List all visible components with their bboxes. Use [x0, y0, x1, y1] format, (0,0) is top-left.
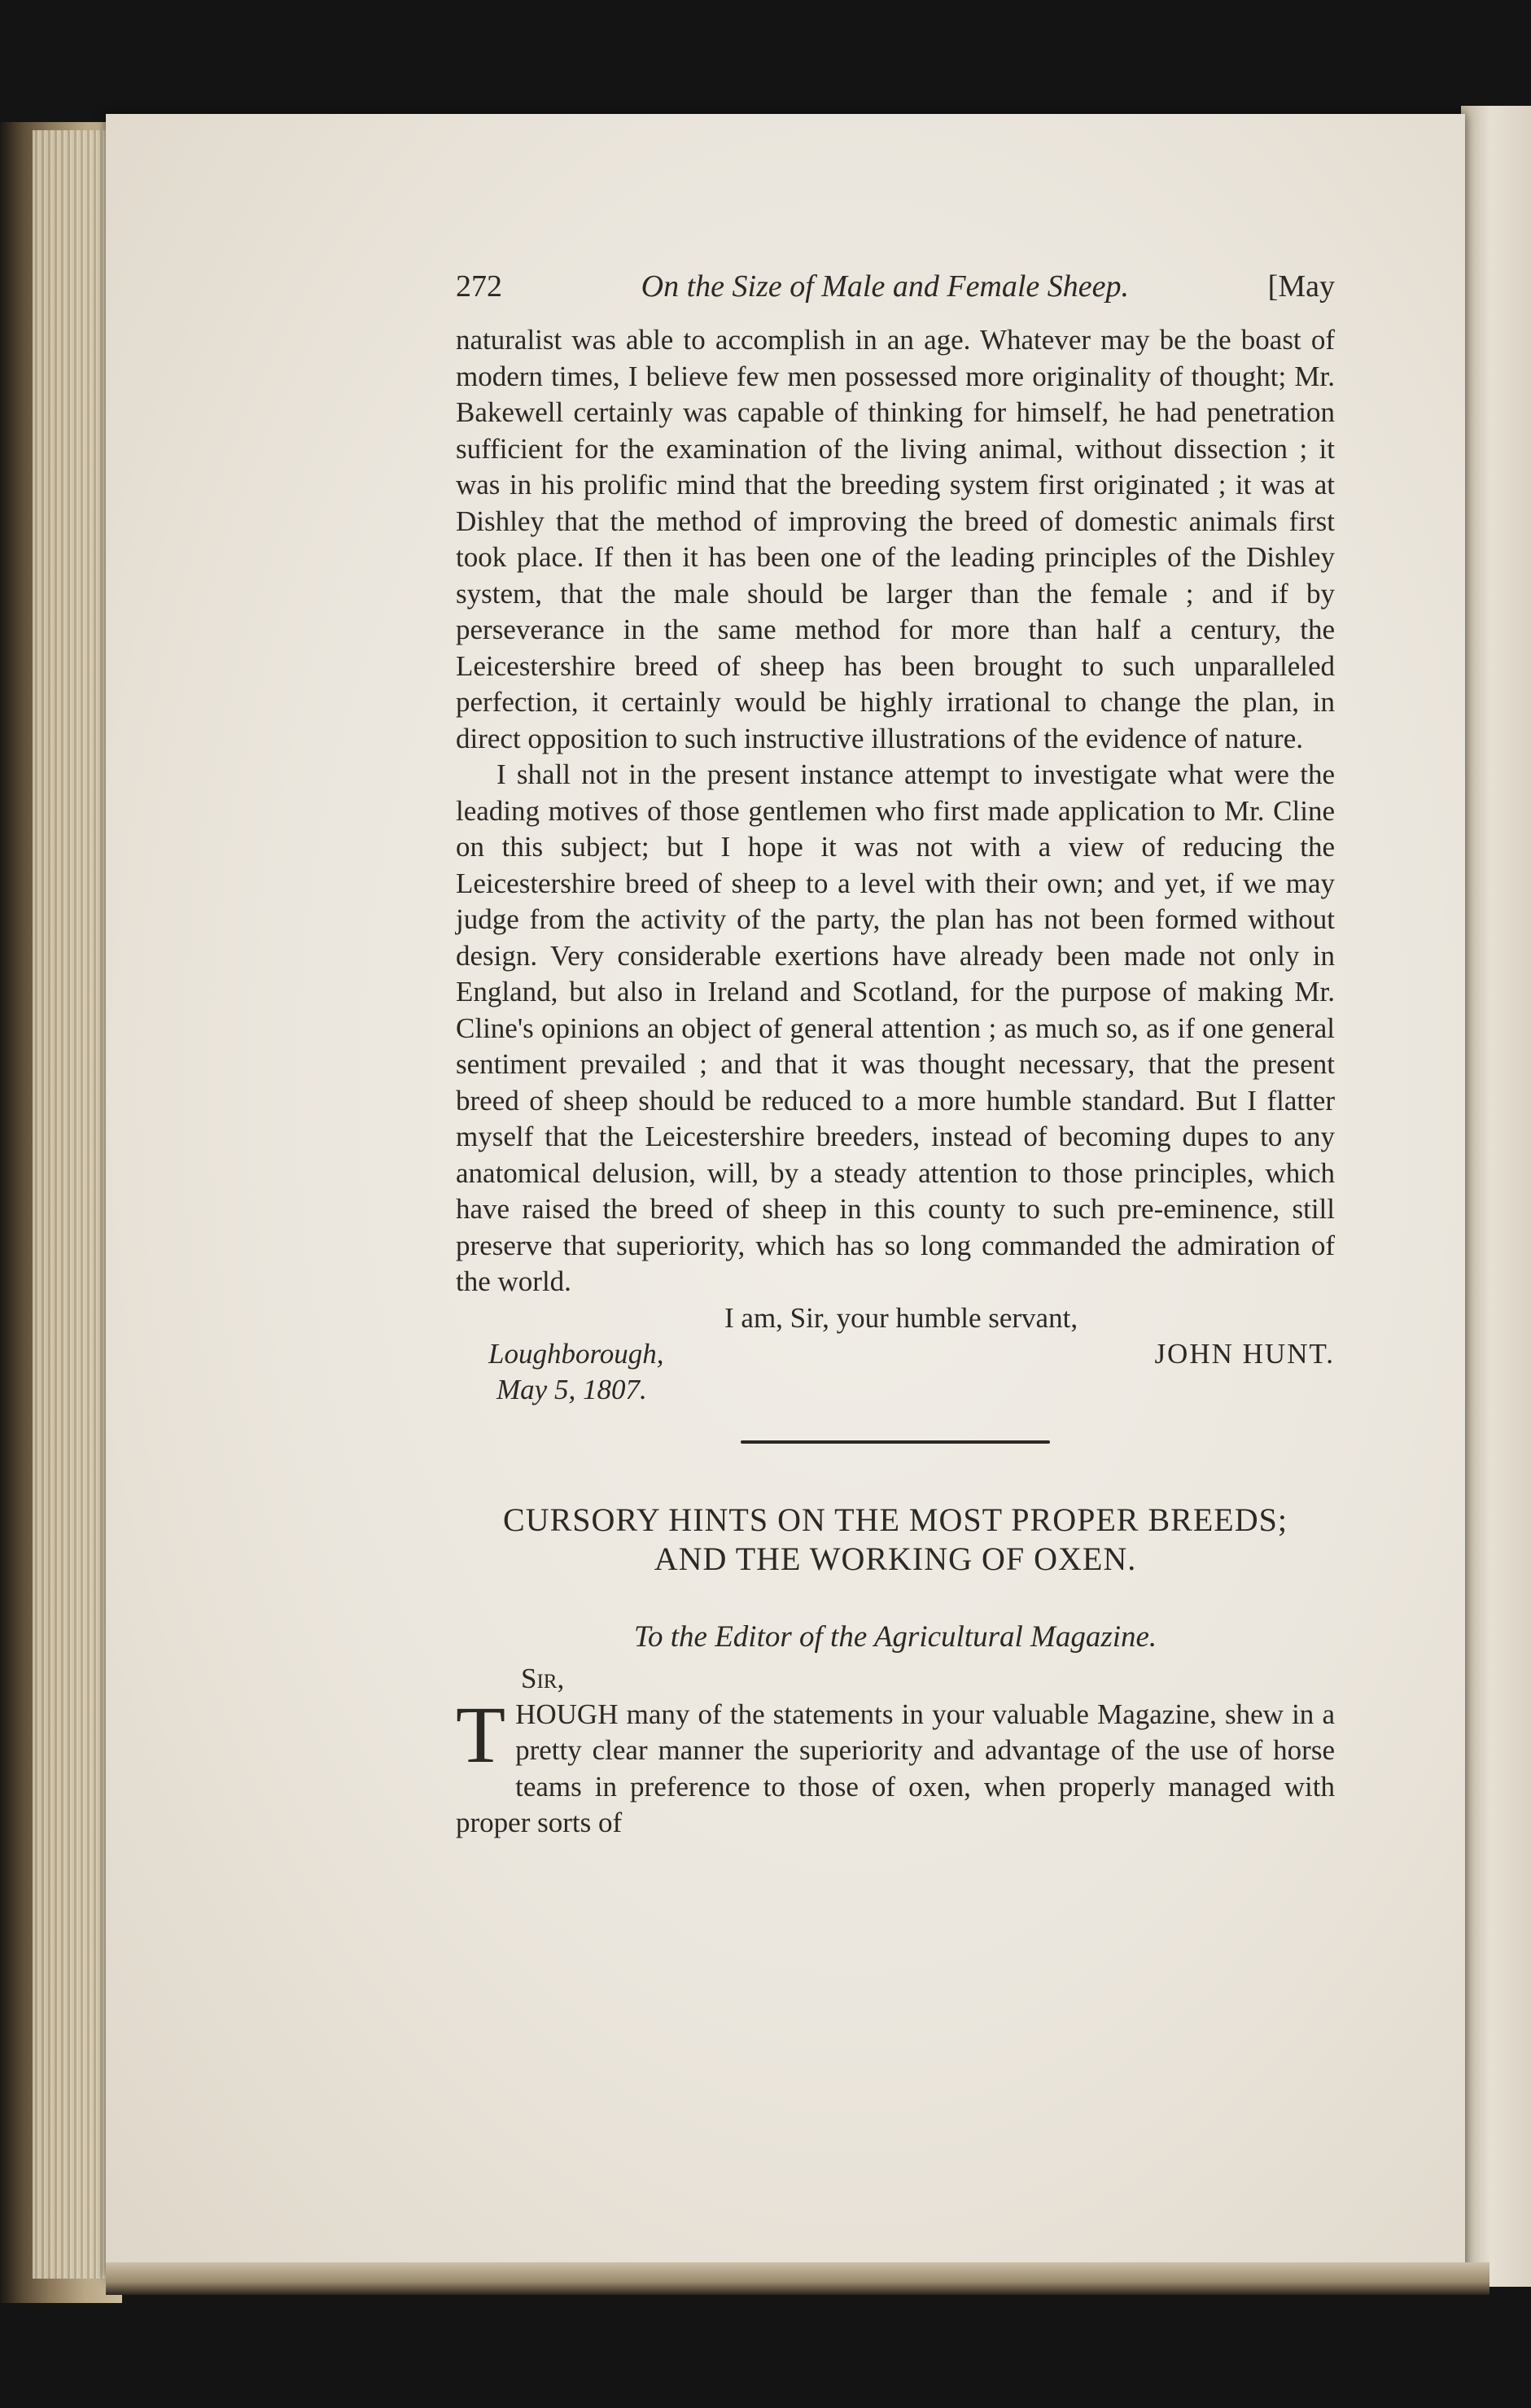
page-bottom-edge: [106, 2262, 1489, 2295]
letter-signature: JOHN HUNT.: [1154, 1337, 1335, 1370]
signature-row: [456, 1336, 1335, 1372]
article-salutation: Sir,: [521, 1662, 565, 1694]
article-heading-line2: AND THE WORKING OF OXEN.: [654, 1540, 1137, 1577]
drop-cap: T: [456, 1689, 506, 1780]
running-title: On the Size of Male and Female Sheep.: [641, 269, 1130, 304]
page-text: [456, 269, 1335, 1842]
opening-text: HOUGH many of the statements in your valuable Magazine, shew in a pretty clear manner the superiority and advantage of the use of horse teams in preference to those of oxen, when properly managed with proper sorts of: [456, 1698, 1335, 1838]
article-addressee: To the Editor of the Agricultural Magazine.: [633, 1619, 1157, 1654]
section-rule: [741, 1440, 1050, 1444]
letter-closing: I am, Sir, your humble servant,: [724, 1301, 1078, 1334]
article-heading: CURSORY HINTS ON THE MOST PROPER BREEDS;: [503, 1501, 1288, 1538]
header-month: [May: [1267, 269, 1335, 304]
running-header: [456, 269, 1335, 304]
facing-page-edge: [1461, 106, 1531, 2287]
letter-date: May 5, 1807.: [496, 1373, 647, 1405]
article-opening-paragraph: [456, 1689, 1335, 1842]
body-paragraph: I shall not in the present instance attempt to investigate what were the leading motives of those gentlemen who first made application to Mr. Cline on this subject; but I hope it was not with a view of reducing the Leicestershire breed of sheep to a level with their own; and yet, if we may judge from the activity of the party, the plan has not been formed without design. Very considerable exertions have already been made not only in England, but also in Ireland and Scotland, for the purpose of making Mr. Cline's opinions an object of general attention ; as much so, as if one general sentiment prevailed ; and that it was thought necessary, that the present breed of sheep should be reduced to a more humble standard. But I flatter myself that the Leicestershire breeders, instead of becoming dupes to any anatomical delusion, will, by a steady attention to those principles, which have raised the breed of sheep in this county to such pre-eminence, still preserve that superiority, which has so long commanded the admiration of the world.: [456, 758, 1335, 1297]
letter-place: Loughborough,: [488, 1337, 664, 1370]
body-paragraph: naturalist was able to accomplish in an age. Whatever may be the boast of modern times, I believe few men possessed more originality of thought; Mr. Bakewell certainly was capable of thinking for himself, he had penetration sufficient for the examination of the living animal, without dissection ; it was in his prolific mind that the breeding system first originated ; it was at Dishley that the method of improving the breed of domestic animals first took place. If then it has been one of the leading principles of the Dishley system, that the male should be larger than the female ; and if by perseverance in the same method for more than half a century, the Leicestershire breed of sheep has been brought to such unparalleled perfection, it certainly would be highly irrational to change the plan, in direct opposition to such instructive illustrations of the evidence of nature.: [456, 324, 1335, 754]
page-number: 272: [456, 269, 502, 304]
